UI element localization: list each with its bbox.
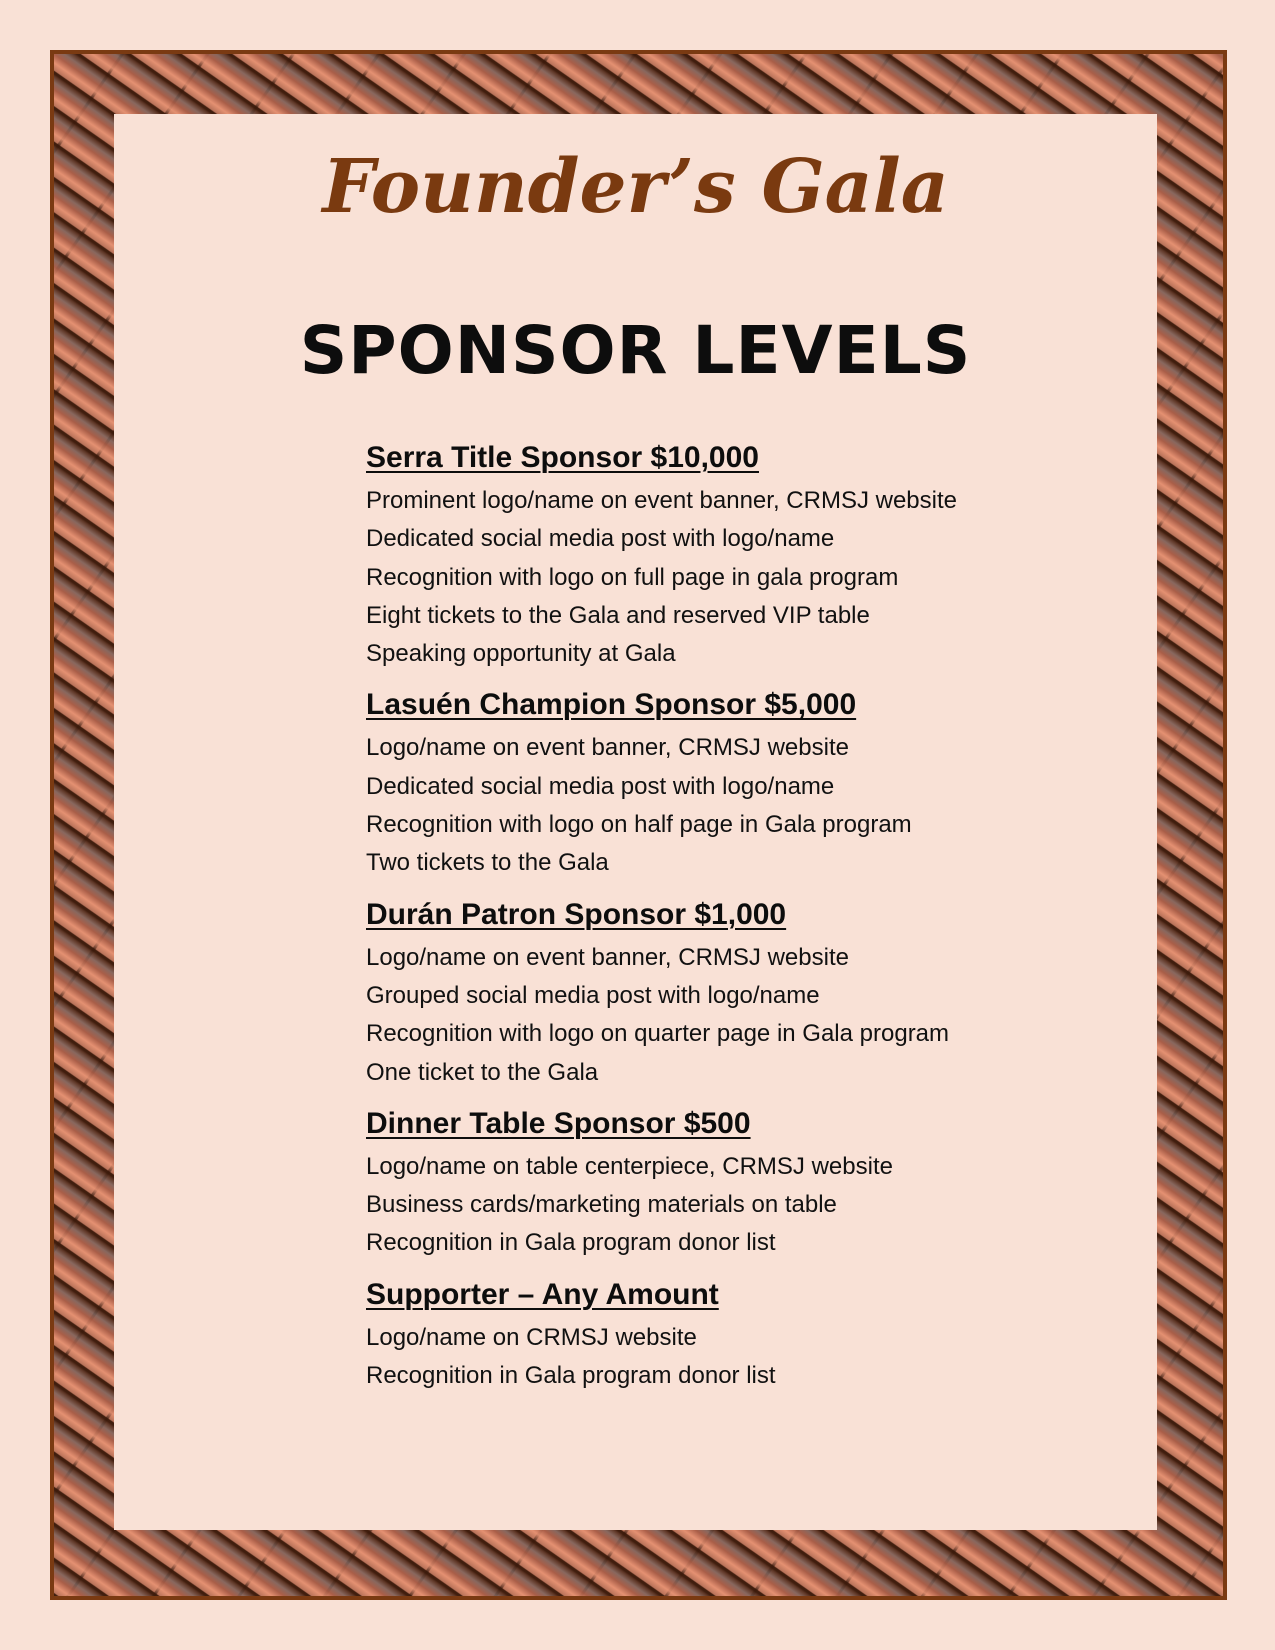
- sponsor-level-heading: Dinner Table Sponsor $500: [366, 1106, 751, 1140]
- sponsor-level-heading: Supporter – Any Amount: [366, 1277, 719, 1311]
- sponsor-benefit: Logo/name on event banner, CRMSJ website: [366, 734, 849, 762]
- sponsor-benefit: Speaking opportunity at Gala: [366, 640, 676, 668]
- sponsor-benefit: Eight tickets to the Gala and reserved VIP table: [366, 601, 870, 629]
- sponsor-benefit: Business cards/marketing materials on table: [366, 1191, 837, 1219]
- sponsor-benefit: Two tickets to the Gala: [366, 849, 609, 877]
- sponsor-benefit: Recognition with logo on half page in Gala program: [366, 811, 912, 839]
- sponsor-levels-heading: SPONSOR LEVELS: [299, 312, 972, 389]
- sponsor-benefit: One ticket to the Gala: [366, 1058, 599, 1086]
- sponsor-level-dinner-table: [366, 1106, 1086, 1263]
- sponsor-level-serra-title: [366, 440, 1086, 673]
- sponsor-benefit: Logo/name on table centerpiece, CRMSJ website: [366, 1152, 893, 1180]
- sponsor-level-duran-patron: [366, 897, 1086, 1092]
- sponsor-level-supporter: [366, 1277, 1086, 1396]
- sponsor-benefit: Recognition in Gala program donor list: [366, 1229, 776, 1257]
- sponsor-benefit: Recognition with logo on quarter page in Gala program: [366, 1020, 950, 1048]
- sponsor-benefit: Dedicated social media post with logo/name: [366, 525, 835, 553]
- sponsor-benefit: Prominent logo/name on event banner, CRMSJ website: [366, 487, 957, 514]
- sponsor-level-lasuen-champion: [366, 687, 1086, 882]
- sponsor-benefit: Logo/name on event banner, CRMSJ website: [366, 943, 849, 971]
- sponsor-benefit: Grouped social media post with logo/name: [366, 981, 820, 1009]
- sponsor-benefit: Recognition with logo on full page in gala program: [366, 563, 899, 591]
- sponsor-benefit: Dedicated social media post with logo/name: [366, 772, 835, 800]
- sponsor-benefit: Logo/name on CRMSJ website: [366, 1323, 697, 1351]
- sponsor-benefit: Recognition in Gala program donor list: [366, 1362, 776, 1390]
- sponsor-level-heading: Serra Title Sponsor $10,000: [366, 441, 759, 474]
- sponsor-level-heading: Lasuén Champion Sponsor $5,000: [366, 688, 857, 722]
- sponsor-level-heading: Durán Patron Sponsor $1,000: [366, 897, 787, 931]
- sponsor-levels-list: [366, 440, 1086, 1395]
- gala-title: Founder’s Gala: [322, 144, 949, 230]
